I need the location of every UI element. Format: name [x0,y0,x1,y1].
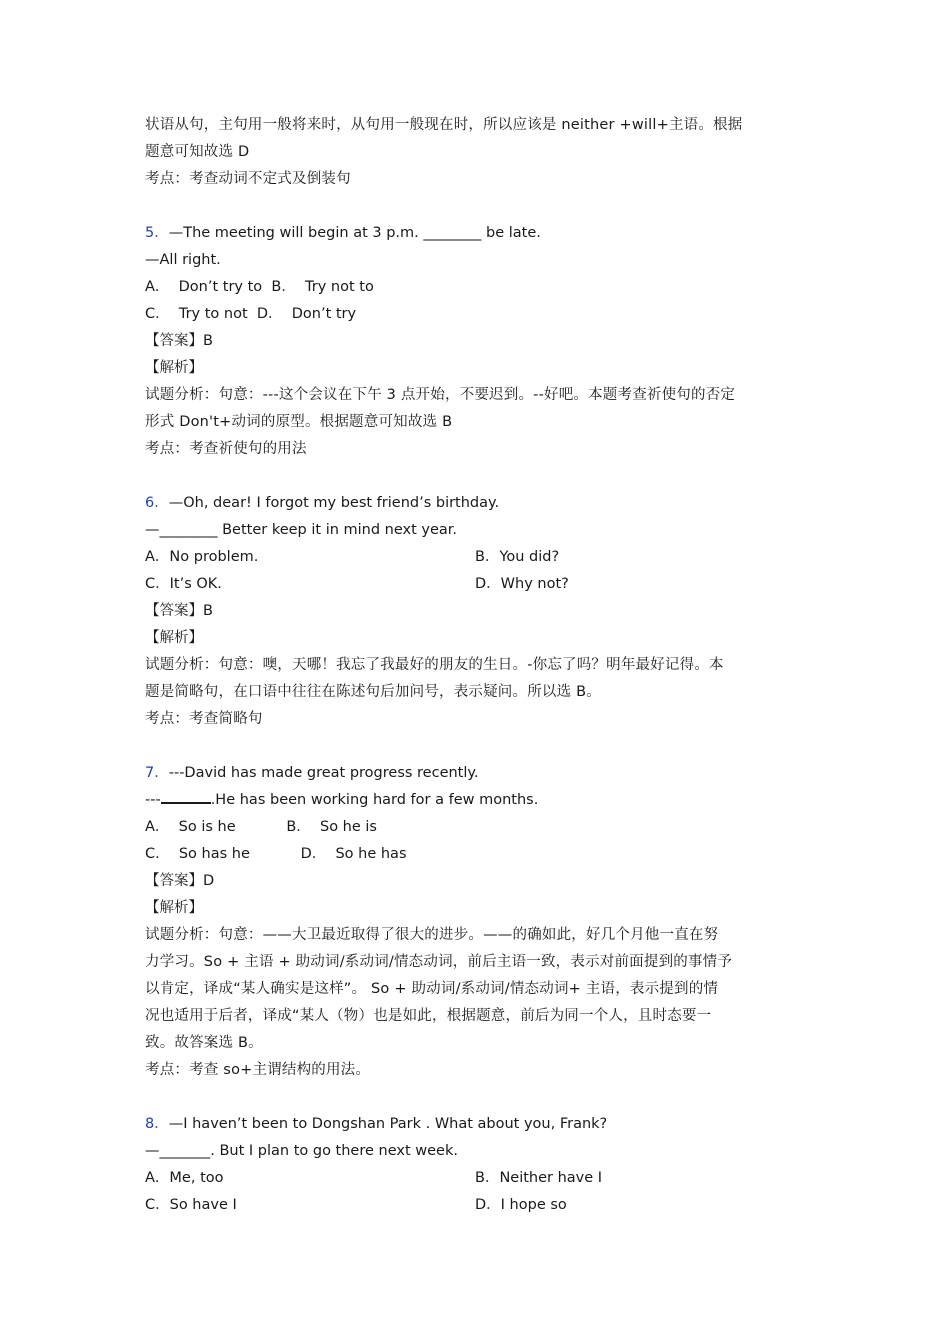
option-row: C． So has he D． So he has [145,846,407,862]
question-reply: —________ Better keep it in mind next year. [145,522,458,538]
intro-line-1: 状语从句，主句用一般将来时，从句用一般现在时，所以应该是 neither +will+主语。根据 [145,117,743,133]
question-text: —Oh, dear! I forgot my best friend’s birthday. [168,495,500,511]
reply-text: .He has been working hard for a few months. [210,792,539,808]
analysis-line: 以肯定，译成“某人确实是这样”。 So + 助动词/系动词/情态动词+ 主语，表示提到的情 [145,981,719,997]
answer-line: 【答案】B [145,603,213,619]
option-row [145,544,810,571]
answer-line: 【答案】D [145,873,215,889]
question-text: —The meeting will begin at 3 p.m. ________ be late. [168,225,541,241]
question-reply: —All right. [145,252,221,268]
analysis-line: 形式 Don't+动词的原型。根据题意可知故选 B [145,414,453,430]
option-b: B．You did? [475,549,560,565]
analysis-line: 力学习。So + 主语 + 助动词/系动词/情态动词，前后主语一致，表示对前面提到的事情予 [145,954,733,970]
analysis-line: 题是简略句，在口语中往往在陈述句后加问号，表示疑问。所以选 B。 [145,684,601,700]
option-b: B．Neither have I [475,1170,603,1186]
analysis-line: 致。故答案选 B。 [145,1035,263,1051]
option-d: D．Why not? [475,576,569,592]
option-row: A． Don’t try to B． Try not to [145,279,374,295]
option-row: C． Try to not D． Don’t try [145,306,357,322]
option-row [145,1192,810,1219]
question-reply [145,787,810,814]
option-c: C．So have I [145,1197,237,1213]
option-row: A． So is he B． So he is [145,819,377,835]
reply-prefix: --- [145,792,161,808]
answer-blank [161,788,211,804]
question-5 [145,220,810,463]
question-7 [145,760,810,1084]
question-number: 7． [145,765,169,781]
option-c: C．It’s OK. [145,576,222,592]
option-d: D．I hope so [475,1197,567,1213]
option-row [145,571,810,598]
document-page [145,112,810,1219]
option-a: A．No problem. [145,549,259,565]
point-line: 考点：考查简略句 [145,711,263,727]
analysis-label: 【解析】 [145,630,203,646]
analysis-line: 试题分析：句意：---这个会议在下午 3 点开始，不要迟到。--好吧。本题考查祈使句的否定 [145,387,736,403]
question-8 [145,1111,810,1219]
question-stem [145,490,810,517]
answer-line: 【答案】B [145,333,213,349]
point-line: 考点：考查祈使句的用法 [145,441,307,457]
intro-line-2: 题意可知故选 D [145,144,250,160]
analysis-label: 【解析】 [145,360,203,376]
question-number: 8． [145,1116,169,1132]
question-number: 6． [145,495,169,511]
option-a: A．Me, too [145,1170,224,1186]
analysis-line: 试题分析：句意：噢，天哪！我忘了我最好的朋友的生日。-你忘了吗？明年最好记得。本 [145,657,724,673]
question-reply: —_______. But I plan to go there next week. [145,1143,458,1159]
analysis-line: 况也适用于后者，译成“某人（物）也是如此，根据题意，前后为同一个人，且时态要一 [145,1008,712,1024]
question-stem [145,220,810,247]
analysis-line: 试题分析：句意：——大卫最近取得了很大的进步。——的确如此，好几个月他一直在努 [145,927,719,943]
intro-point: 考点：考查动词不定式及倒装句 [145,171,351,187]
analysis-label: 【解析】 [145,900,203,916]
point-line: 考点：考查 so+主谓结构的用法。 [145,1062,371,1078]
option-row [145,1165,810,1192]
question-stem [145,1111,810,1138]
question-6 [145,490,810,733]
question-text: ---David has made great progress recently. [168,765,479,781]
question-number: 5． [145,225,169,241]
question-text: —I haven’t been to Dongshan Park . What about you, Frank? [168,1116,608,1132]
question-stem [145,760,810,787]
